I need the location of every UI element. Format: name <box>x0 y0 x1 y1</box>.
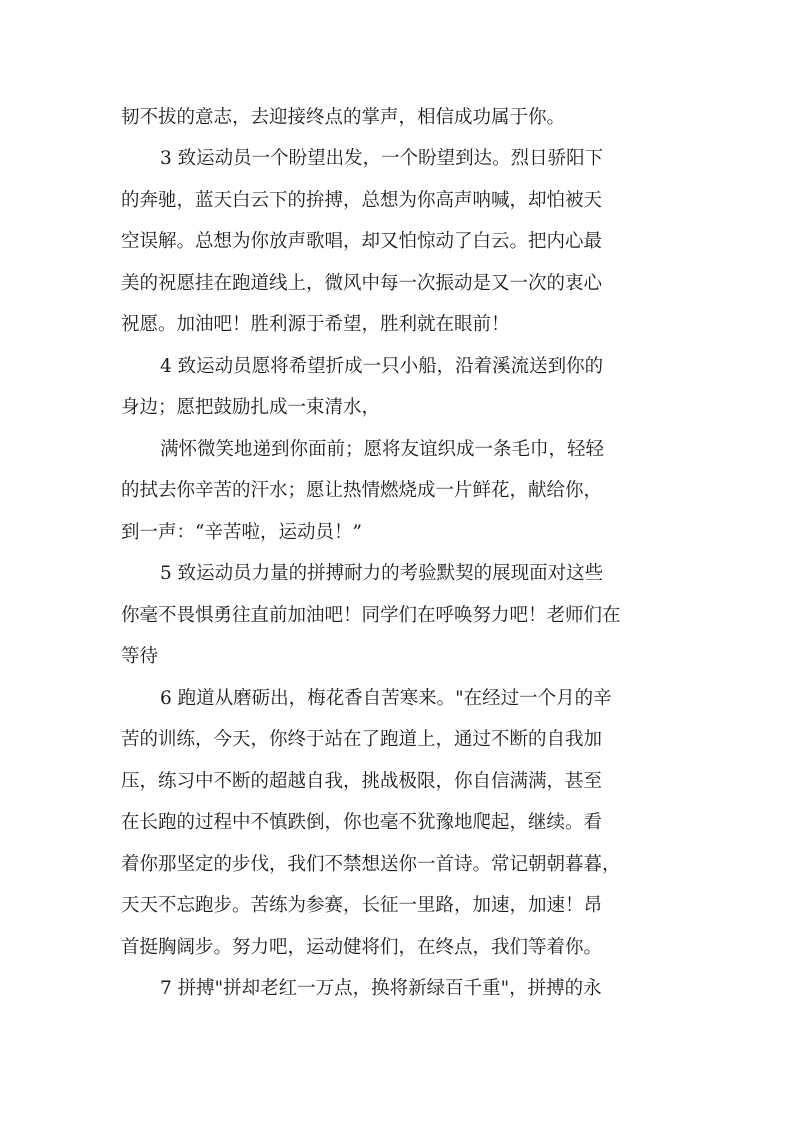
text-line: 天天不忘跑步。苦练为参赛，长征一里路，加速，加速！昂 <box>121 895 603 916</box>
paragraph-5-line: 5 致运动员力量的拼搏耐力的考验默契的展现面对这些 <box>160 563 604 584</box>
text-line: 你毫不畏惧勇往直前加油吧！同学们在呼唤努力吧！老师们在 <box>121 605 621 626</box>
text-line: 的奔驰，蓝天白云下的拚搏，总想为你高声呐喊，却怕被天 <box>121 190 603 211</box>
text-line: 空误解。总想为你放声歌唱，却又怕惊动了白云。把内心最 <box>121 231 603 252</box>
paragraph-3-line: 3 致运动员一个盼望出发，一个盼望到达。烈日骄阳下 <box>160 148 604 169</box>
paragraph-7-line: 7 拼搏"拼却老红一万点，换将新绿百千重"，拼搏的永 <box>160 978 602 999</box>
text-line: 苦的训练，今天，你终于站在了跑道上，通过不断的自我加 <box>121 729 603 750</box>
paragraph-4-line: 4 致运动员愿将希望折成一只小船，沿着溪流送到你的 <box>160 356 604 377</box>
text-line: 首挺胸阔步。努力吧，运动健将们，在终点，我们等着你。 <box>121 937 603 958</box>
text-line: 着你那坚定的步伐，我们不禁想送你一首诗。常记朝朝暮暮， <box>121 854 621 875</box>
text-line: 到一声：“辛苦啦，运动员！” <box>121 522 362 543</box>
text-line: 身边；愿把鼓励扎成一束清水， <box>121 397 381 418</box>
paragraph-6-line: 6 跑道从磨砺出，梅花香自苦寒来。"在经过一个月的辛 <box>160 688 612 709</box>
text-line: 祝愿。加油吧！胜利源于希望，胜利就在眼前！ <box>121 314 510 335</box>
text-line: 的拭去你辛苦的汗水；愿让热情燃烧成一片鲜花，献给你， <box>121 480 603 501</box>
text-line: 美的祝愿挂在跑道线上，微风中每一次振动是又一次的衷心 <box>121 273 603 294</box>
text-line: 在长跑的过程中不慎跌倒，你也毫不犹豫地爬起，继续。看 <box>121 812 603 833</box>
text-line: 等待 <box>121 646 159 667</box>
text-line: 满怀微笑地递到你面前；愿将友谊织成一条毛巾，轻轻 <box>160 439 605 460</box>
text-line: 韧不拔的意志，去迎接终点的掌声，相信成功属于你。 <box>121 107 566 128</box>
text-line: 压，练习中不断的超越自我，挑战极限，你自信满满，甚至 <box>121 771 603 792</box>
